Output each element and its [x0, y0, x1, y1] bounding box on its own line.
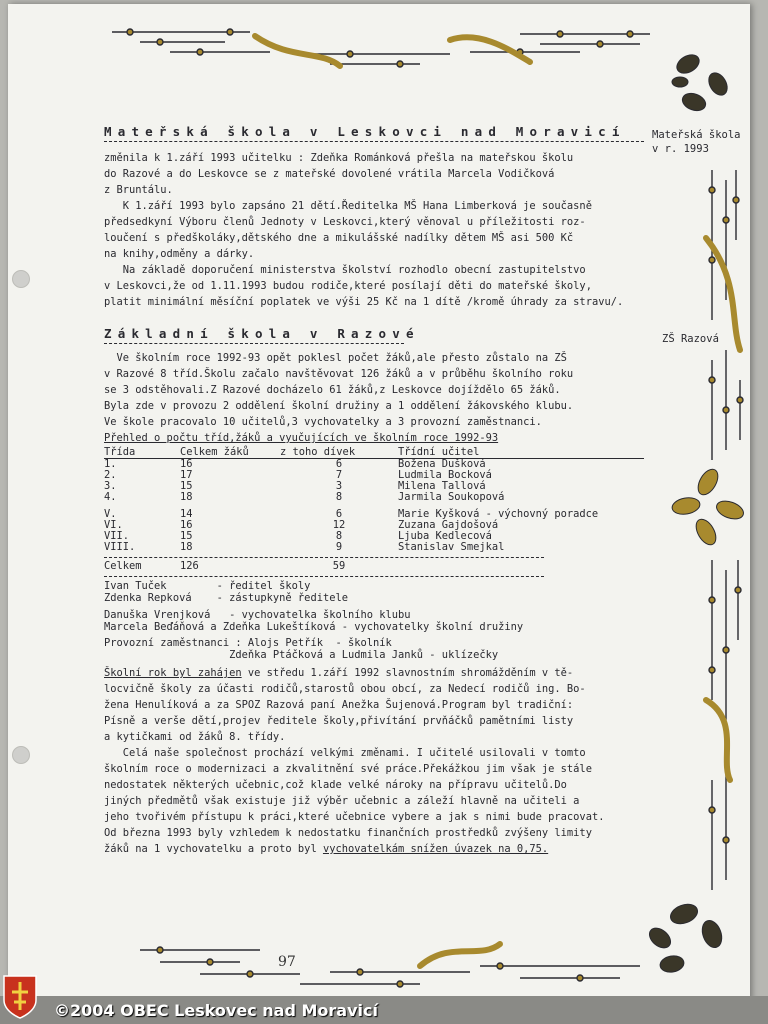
text-line: [104, 841, 644, 857]
cell-students: 14: [180, 508, 193, 520]
primary-school-text: [104, 350, 644, 446]
cell-class: VII.: [104, 530, 130, 542]
text-line: Od března 1993 byly vzhledem k nedostatku finančních prostředků zvýšeny limity: [104, 827, 592, 839]
cell-class: VI.: [104, 519, 123, 531]
col-header-class: Třída: [104, 447, 180, 459]
cell-students: 16: [180, 519, 193, 531]
staff-list: [104, 580, 644, 661]
text-line: Na základě doporučení ministerstva školství rozhodlo obecní zastupitelstvo: [104, 264, 586, 276]
cell-class: 1.: [104, 458, 117, 470]
text-line: změnila k 1.září 1993 učitelku : Zdeňka Románková přešla na mateřskou školu: [104, 152, 574, 164]
cell-teacher: Marie Kyšková - výchovný poradce: [398, 508, 599, 520]
cell-students: 15: [180, 480, 193, 492]
text-line: v Leskovci,že od 1.11.1993 budou rodiče,které posílají děti do mateřské školy,: [104, 280, 592, 292]
total-students: 126: [180, 560, 199, 572]
cell-teacher: Božena Dušková: [398, 458, 486, 470]
cell-teacher: Milena Tallová: [398, 480, 486, 492]
table-row: [104, 542, 644, 553]
text-line: jiných předmětů však existuje již výběr učebnic a záleží hlavně na učiteli a: [104, 795, 580, 807]
cell-class: 3.: [104, 480, 117, 492]
text-line: a kytičkami od žáků 8. třídy.: [104, 731, 286, 743]
text-line: [104, 665, 644, 681]
col-header-teacher: Třídní učitel: [398, 447, 644, 459]
text-line: locvičně školy za účasti rodičů,starostů obou obcí, za Nedecí rodičů ing. Bo-: [104, 683, 586, 695]
text-line: Ve škole pracovalo 10 učitelů,3 vychovatelky a 3 provozní zaměstnanci.: [104, 416, 542, 428]
side-note-primary-school: ZŠ Razová: [662, 333, 719, 345]
text-line: loučení s předškoláky,dětského dne a mikulášské nadílky dětem MŠ asi 500 Kč: [104, 232, 574, 244]
cell-class: 2.: [104, 469, 117, 481]
cell-students: 18: [180, 491, 193, 503]
text-line: předsedkyní Výboru členů Jednoty v Leskovci,který věnoval u příležitosti roz-: [104, 216, 586, 228]
text-line: jeho tvořivém přístupu k práci,které učebnice vybere a jak s nimi bude pracovat.: [104, 811, 605, 823]
copyright-text: ©2004 OBEC Leskovec nad Moravicí: [54, 1001, 378, 1020]
cell-students: 18: [180, 541, 193, 553]
text-line: Celá naše společnost prochází velkými změnami. I učitelé usilovali v tomto: [104, 747, 586, 759]
text-line: školním roce o modernizaci a zkvalitnění své práce.Překážkou jim však je stále: [104, 763, 592, 775]
cell-girls: 6: [335, 458, 343, 470]
text-line: K 1.září 1993 bylo zapsáno 21 dětí.Ředitelka MŠ Hana Limberková je současně: [104, 200, 592, 212]
cell-students: 17: [180, 469, 193, 481]
kindergarten-heading: Mateřská škola v Leskovci nad Moravicí: [104, 124, 644, 142]
table-title: Přehled o počtu tříd,žáků a vyučujících ve školním roce 1992-93: [104, 432, 499, 444]
school-year-start-underlined: Školní rok byl zahájen: [104, 667, 242, 679]
cell-girls: 12: [332, 519, 346, 531]
cell-class: VIII.: [104, 541, 136, 553]
last-line-start: žáků na 1 vychovatelku a proto byl: [104, 843, 323, 855]
staff-line: Zdeňka Ptáčková a Ludmila Janků - uklízečky: [104, 649, 499, 661]
total-row: [104, 561, 644, 572]
cell-teacher: Ljuba Kedlecová: [398, 530, 492, 542]
class-table: [104, 447, 644, 553]
page-number: 97: [278, 954, 296, 970]
col-header-students: Celkem žáků: [180, 447, 280, 459]
text-line: z Bruntálu.: [104, 184, 173, 196]
text-line: nedostatek některých učebnic,což klade velké nároky na přípravu učitelů.Do: [104, 779, 567, 791]
cell-students: 16: [180, 458, 193, 470]
last-line-underlined: vychovatelkám snížen úvazek na 0,75.: [322, 843, 549, 855]
total-label: Celkem: [104, 560, 142, 572]
cell-teacher: Stanislav Smejkal: [398, 541, 505, 553]
text-line: na knihy,odměny a dárky.: [104, 248, 255, 260]
document-body: [104, 124, 644, 857]
cell-girls: 8: [335, 530, 343, 542]
cell-girls: 9: [335, 541, 343, 553]
total-girls: 59: [332, 560, 346, 572]
text-line: Ve školním roce 1992-93 opět poklesl počet žáků,ale přesto zůstalo na ZŠ: [104, 352, 567, 364]
staff-line: Provozní zaměstnanci : Alojs Petřík - školník: [104, 637, 392, 649]
coat-of-arms-logo: [2, 974, 38, 1020]
col-header-girls: z toho dívek: [280, 447, 398, 459]
staff-line: Ivan Tuček - ředitel školy: [104, 580, 311, 592]
table-header-row: [104, 447, 644, 459]
text-line: se 3 odstěhovali.Z Razové docházelo 61 žáků,z Leskovce dojíždělo 65 žáků.: [104, 384, 561, 396]
text-line: žena Henulíková a za SPOZ Razová paní Anežka Šujenová.Program byl tradiční:: [104, 699, 574, 711]
text-line: do Razové a do Leskovce se z mateřské dovolené vrátila Marcela Vodičková: [104, 168, 555, 180]
primary-school-heading: Základní škola v Razové: [104, 326, 404, 344]
side-note-kindergarten: Mateřská škola v r. 1993: [652, 129, 741, 155]
text-line: Písně a verše dětí,projev ředitele školy,přivítání prvňáčků pamětními listy: [104, 715, 574, 727]
class-table-body: [104, 459, 644, 554]
cell-class: V.: [104, 508, 117, 520]
cell-teacher: Zuzana Gajdošová: [398, 519, 499, 531]
divider: [104, 576, 544, 577]
text-line: Byla zde v provozu 2 oddělení školní družiny a 1 oddělení žákovského klubu.: [104, 400, 574, 412]
cell-girls: 7: [335, 469, 343, 481]
school-year-start-rest: ve středu 1.září 1992 slavnostním shromážděním v tě-: [241, 667, 574, 679]
text-line: platit minimální měsíční poplatek ve výši 25 Kč na 1 dítě /kromě úhrady za stravu/.: [104, 296, 624, 308]
cell-girls: 3: [335, 480, 343, 492]
cell-teacher: Jarmila Soukopová: [398, 491, 505, 503]
divider: [104, 557, 544, 558]
staff-line: Danuška Vrenjková - vychovatelka školního klubu: [104, 609, 411, 621]
text-line: v Razové 8 tříd.Školu začalo navštěvovat 126 žáků a v průběhu školního roku: [104, 368, 574, 380]
cell-class: 4.: [104, 491, 117, 503]
cell-girls: 6: [335, 508, 343, 520]
table-row: [104, 492, 644, 503]
staff-line: Zdenka Repková - zástupkyně ředitele: [104, 592, 348, 604]
cell-students: 15: [180, 530, 193, 542]
cell-teacher: Ludmila Bocková: [398, 469, 492, 481]
kindergarten-text: [104, 150, 644, 310]
cell-girls: 8: [335, 491, 343, 503]
staff-line: Marcela Beďáňová a Zdeňka Lukeštíková - vychovatelky školní družiny: [104, 621, 524, 633]
school-year-text: [104, 665, 644, 857]
